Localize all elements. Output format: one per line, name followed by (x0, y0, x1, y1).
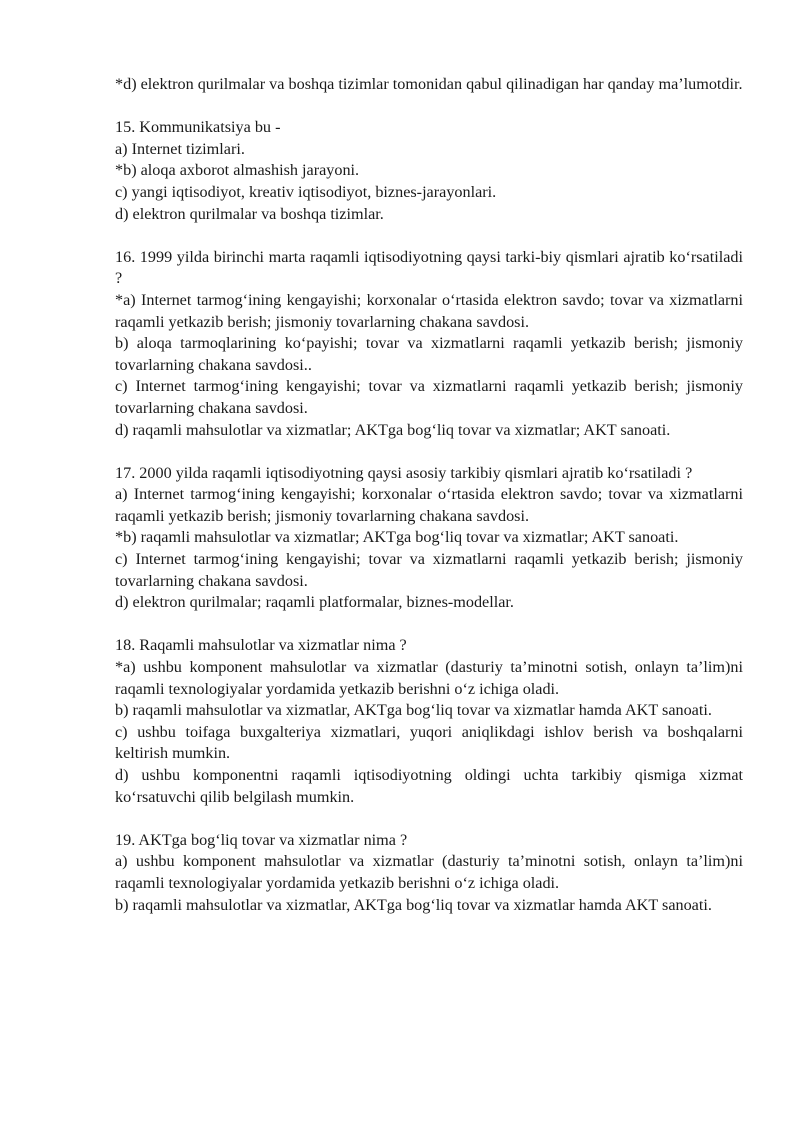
document-page (115, 74, 743, 938)
question-block-15 (115, 117, 743, 225)
answer-option: *d) elektron qurilmalar va boshqa tizimlar tomonidan qabul qilinadigan har qanday ma’lumotdir. (115, 75, 743, 93)
answer-fragment (115, 74, 743, 96)
question-block-18 (115, 635, 743, 808)
question-text: 17. 2000 yilda raqamli iqtisodiyotning qaysi asosiy tarkibiy qismlari ajratib ko‘rsatiladi ? (115, 463, 693, 482)
answer-option: b) aloqa tarmoqlarining ko‘payishi; tovar va xizmatlarni raqamli yetkazib berish; jismoniy tovarlarning chakana savdosi.. (115, 334, 743, 374)
answer-option: a) Internet tarmog‘ining kengayishi; korxonalar o‘rtasida elektron savdo; tovar va xizmatlarni raqamli yetkazib berish; jismoniy tovarlarning chakana savdosi. (115, 485, 743, 525)
answer-option: b) raqamli mahsulotlar va xizmatlar, AKTga bog‘liq tovar va xizmatlar hamda AKT sanoati. (115, 895, 712, 914)
question-text: 15. Kommunikatsiya bu - (115, 118, 281, 137)
question-block-16 (115, 247, 743, 441)
answer-option: *b) raqamli mahsulotlar va xizmatlar; AKTga bog‘liq tovar va xizmatlar; AKT sanoati. (115, 528, 679, 547)
question-text: 16. 1999 yilda birinchi marta raqamli iqtisodiyotning qaysi tarki-biy qismlari ajratib ko‘rsatiladi ? (115, 247, 743, 288)
answer-option: c) yangi iqtisodiyot, kreativ iqtisodiyot, biznes-jarayonlari. (115, 182, 497, 201)
answer-option: a) ushbu komponent mahsulotlar va xizmatlar (dasturiy ta’minotni sotish, onlayn ta’lim)ni raqamli texnologiyalar yordamida yetkazib berishni o‘z ichiga oladi. (115, 852, 743, 892)
answer-option: c) Internet tarmog‘ining kengayishi; tovar va xizmatlarni raqamli yetkazib berish; jismoniy tovarlarning chakana savdosi. (115, 550, 743, 590)
answer-option: d) ushbu komponentni raqamli iqtisodiyotning oldingi uchta tarkibiy qismiga xizmat ko‘rsatuvchi qilib belgilash mumkin. (115, 766, 743, 806)
answer-option: a) Internet tizimlari. (115, 139, 245, 158)
answer-option: c) ushbu toifaga buxgalteriya xizmatlari, yuqori aniqlikdagi ishlov berish va boshqalarni keltirish mumkin. (115, 722, 743, 763)
question-text: 19. AKTga bog‘liq tovar va xizmatlar nima ? (115, 830, 408, 849)
answer-option: *b) aloqa axborot almashish jarayoni. (115, 161, 360, 180)
answer-option: d) elektron qurilmalar; raqamli platformalar, biznes-modellar. (115, 593, 514, 612)
answer-option: d) elektron qurilmalar va boshqa tizimlar. (115, 204, 384, 223)
question-text: 18. Raqamli mahsulotlar va xizmatlar nima ? (115, 636, 407, 655)
answer-option: c) Internet tarmog‘ining kengayishi; tovar va xizmatlarni raqamli yetkazib berish; jismoniy tovarlarning chakana savdosi. (115, 377, 743, 417)
answer-option: *a) Internet tarmog‘ining kengayishi; korxonalar o‘rtasida elektron savdo; tovar va xizmatlarni raqamli yetkazib berish; jismoniy tovarlarning chakana savdosi. (115, 290, 743, 331)
question-block-17 (115, 463, 743, 614)
answer-option: d) raqamli mahsulotlar va xizmatlar; AKTga bog‘liq tovar va xizmatlar; AKT sanoati. (115, 420, 671, 439)
question-block-19 (115, 830, 743, 916)
answer-option: *a) ushbu komponent mahsulotlar va xizmatlar (dasturiy ta’minotni sotish, onlayn ta’lim)ni raqamli texnologiyalar yordamida yetkazib berishni o‘z ichiga oladi. (115, 658, 743, 698)
answer-option: b) raqamli mahsulotlar va xizmatlar, AKTga bog‘liq tovar va xizmatlar hamda AKT sanoati. (115, 701, 712, 720)
